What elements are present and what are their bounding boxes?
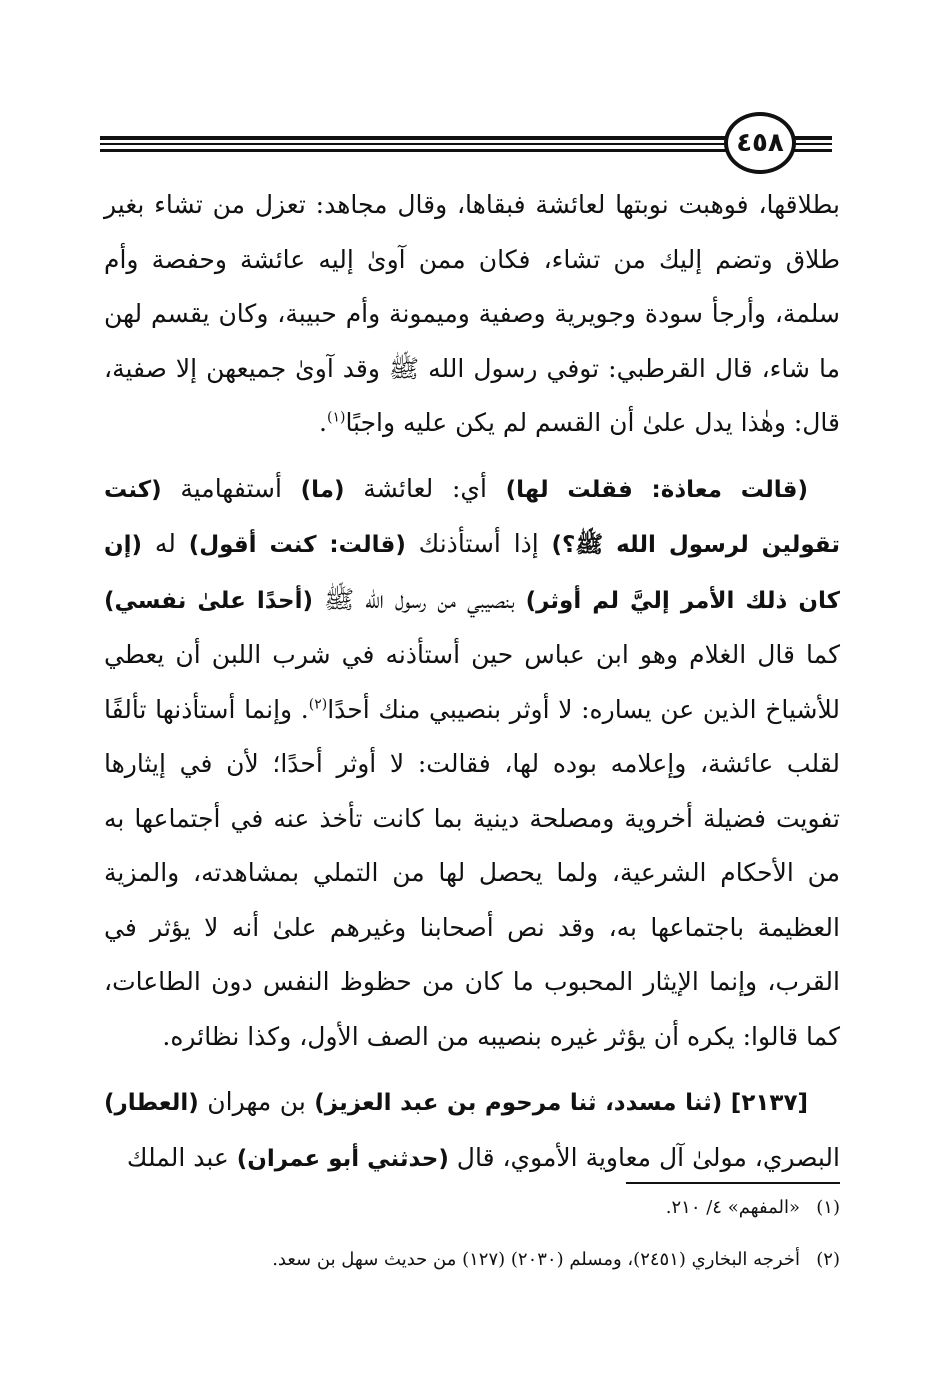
footnote-divider	[626, 1182, 840, 1184]
commentary-text: له	[142, 529, 189, 558]
paragraph	[104, 178, 840, 451]
commentary-text: بنصيبي من رسول الله ﷺ	[312, 584, 526, 614]
hadith-text: (قالت: كنت أقول)	[188, 532, 406, 558]
footnote-text: أخرجه البخاري (٢٤٥١)، ومسلم (٢٠٣٠) (١٢٧) من حديث سهل بن سعد.	[272, 1249, 800, 1270]
hadith-text: (كنت تقولين لرسول الله ﷺ؟)	[104, 476, 840, 558]
hadith-text: (قالت معاذة: فقلت لها)	[505, 476, 808, 503]
commentary-text: .	[319, 408, 327, 437]
header-rule	[792, 143, 832, 145]
header-rule	[100, 136, 728, 140]
hadith-text: (حدثني أبو عمران)	[236, 1145, 449, 1172]
footnote-number: (١)	[816, 1197, 840, 1218]
footnote-2	[104, 1245, 840, 1275]
header-rule	[100, 149, 728, 152]
commentary-text: بن مهران	[198, 1087, 315, 1116]
page-header	[100, 112, 840, 188]
commentary-text: إذا أستأذنك	[405, 529, 552, 558]
hadith-text: (إن كان ذلك الأمر إليَّ لم أوثر)	[104, 532, 840, 614]
hadith-text: [٢١٣٧] (ثنا مسدد، ثنا مرحوم بن عبد العزيز)	[314, 1090, 808, 1116]
footnote-1	[104, 1193, 840, 1223]
footnote-ref: (١)	[326, 409, 346, 426]
header-rule	[792, 136, 832, 140]
footnote-text: «المفهم» ٤/ ٢١٠.	[665, 1197, 800, 1218]
commentary-text: عبد الملك	[126, 1142, 237, 1172]
body-text	[104, 178, 840, 1197]
header-rule	[100, 143, 728, 145]
footnote-number: (٢)	[816, 1249, 840, 1270]
commentary-text: . وإنما أستأذنها تألفًا لقلب عائشة، وإعلامه بوده لها، فقالت: لا أوثر أحدًا؛ لأن في إيثارها تفويت فضيلة أخروية ومصلحة دينية بما كانت تأخذ عنه في أجتماعها به من الأحكام الشرعية، ولما يحصل لها من التملي بمشاهدته، والمزية العظيمة باجتماعها به، وقد نص أصحابنا وغيرهم علىٰ أنه لا يؤثر في القرب، وإنما الإيثار المحبوب ما كان من حظوظ النفس دون الطاعات، كما قالوا: يكره أن يؤثر غيره بنصيبه من الصف الأول، وكذا نظائره.	[104, 694, 840, 1051]
page-number: ٤٥٨	[724, 112, 796, 174]
commentary-text: أستفهامية	[161, 473, 301, 503]
commentary-text: أي: لعائشة	[344, 473, 506, 503]
commentary-text: كما قال الغلام وهو ابن عباس حين أستأذنه في شرب اللبن أن يعطي للأشياخ الذين عن يساره: لا أوثر بنصيبي منك أحدًا	[104, 640, 840, 724]
hadith-text: (أحدًا علىٰ نفسي)	[104, 587, 313, 614]
header-rule	[792, 149, 832, 152]
paragraph	[104, 1075, 840, 1186]
paragraph	[104, 462, 840, 1065]
hadith-text: (العطار)	[104, 1090, 199, 1116]
footnote-ref: (٢)	[308, 696, 328, 713]
footnotes	[104, 1193, 840, 1297]
commentary-text: البصري، مولىٰ آل معاوية الأموي، قال	[448, 1142, 840, 1172]
hadith-text: (ما)	[300, 476, 345, 503]
commentary-text: بطلاقها، فوهبت نوبتها لعائشة فبقاها، وقال مجاهد: تعزل من تشاء بغير طلاق وتضم إليك من تشاء، فكان ممن آوىٰ إليه عائشة وحفصة وأم سلمة، وأرجأ سودة وجويرية وصفية وميمونة وأم حبيبة، وكان يقسم لهن ما شاء، قال القرطبي: توفي رسول الله ﷺ وقد آوىٰ جميعهن إلا صفية، قال: وهٰذا يدل علىٰ أن القسم لم يكن عليه واجبًا	[104, 190, 840, 437]
